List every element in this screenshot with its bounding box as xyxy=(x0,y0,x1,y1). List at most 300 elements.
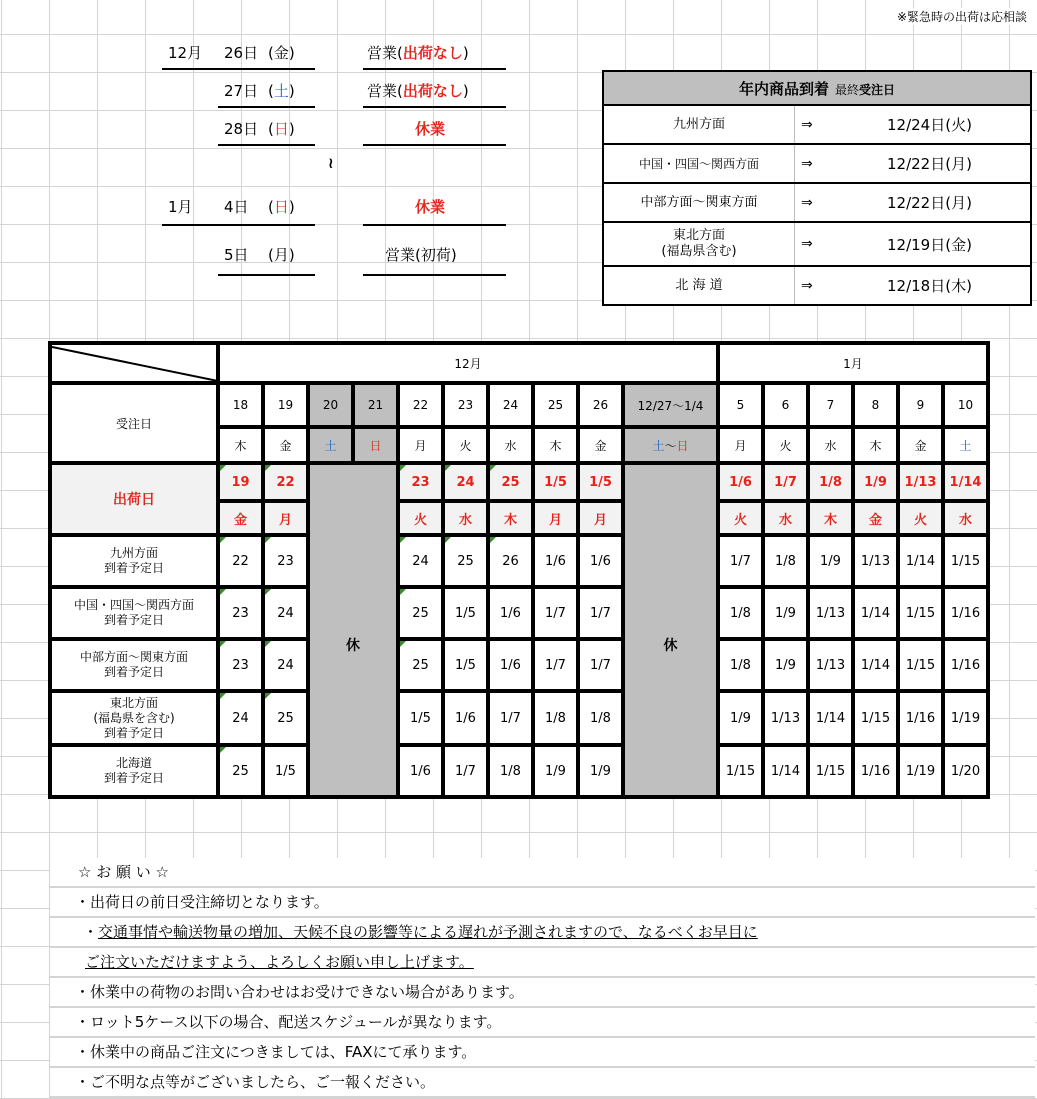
region-name: 中部方面～関東方面 xyxy=(79,650,188,664)
weekday-text: 月 xyxy=(734,438,747,453)
status-label: 営業(初荷) xyxy=(385,246,457,264)
underline xyxy=(363,224,506,226)
arrival-date: 1/16 xyxy=(860,763,891,779)
underline xyxy=(218,106,315,108)
deadline-date-text: 12/24日(火) xyxy=(887,116,972,134)
arrival-date-cell xyxy=(218,535,263,587)
order-day: 24 xyxy=(502,398,519,412)
ship-weekday: 月 xyxy=(278,512,292,528)
arrival-date-cell xyxy=(398,691,443,745)
arrival-date-cell xyxy=(808,691,853,745)
arrival-date: 1/9 xyxy=(730,710,751,726)
arrival-date-cell xyxy=(898,535,943,587)
arrival-date: 1/7 xyxy=(545,657,566,673)
deadline-date xyxy=(871,222,1031,266)
region-name-line2: (福島県含む) xyxy=(661,244,737,259)
arrival-date-cell xyxy=(943,691,988,745)
ship-date-cell xyxy=(218,463,263,501)
arrival-date: 1/16 xyxy=(950,657,981,673)
weekday-text: 土 xyxy=(959,438,972,453)
ship-weekday: 水 xyxy=(458,512,472,528)
ship-date: 1/6 xyxy=(729,474,752,490)
diagonal-line xyxy=(52,345,218,383)
arrival-date: 1/6 xyxy=(500,605,521,621)
ship-weekday-cell xyxy=(808,501,853,535)
ship-weekday: 木 xyxy=(503,512,517,528)
ship-weekday: 木 xyxy=(823,512,837,528)
order-day-cell xyxy=(218,383,263,427)
weekday-text: 金 xyxy=(914,438,927,453)
arrival-date: 1/9 xyxy=(820,553,841,569)
ship-date-cell xyxy=(533,463,578,501)
arrow-icon: ⇒ xyxy=(795,183,872,222)
ship-weekday-cell xyxy=(763,501,808,535)
arrival-date: 1/13 xyxy=(815,605,846,621)
ship-date: 24 xyxy=(456,474,475,490)
arrival-date: 1/7 xyxy=(730,553,751,569)
ship-date: 1/14 xyxy=(949,474,982,490)
order-day-cell xyxy=(398,383,443,427)
ship-weekday: 水 xyxy=(958,512,972,528)
arrival-date-cell xyxy=(578,587,623,639)
order-weekday-cell xyxy=(263,427,308,463)
arrival-date: 23 xyxy=(277,553,294,569)
order-day-cell xyxy=(263,383,308,427)
arrival-date-cell xyxy=(718,639,763,691)
arrival-date-cell xyxy=(853,587,898,639)
arrival-date-cell xyxy=(763,639,808,691)
order-weekday-cell xyxy=(898,427,943,463)
arrival-date: 1/8 xyxy=(590,710,611,726)
order-weekday-cell xyxy=(718,427,763,463)
ship-date: 1/13 xyxy=(904,474,937,490)
order-day: 12/27～1/4 xyxy=(637,398,704,413)
arrival-date: 1/15 xyxy=(950,553,981,569)
arrival-date-cell xyxy=(943,587,988,639)
arrival-date: 25 xyxy=(412,657,429,673)
region-label xyxy=(50,745,218,797)
arrival-date: 25 xyxy=(232,763,249,779)
deadline-date xyxy=(871,144,1031,183)
ship-date-row xyxy=(50,463,988,501)
weekday-text: 金 xyxy=(279,438,292,453)
region-name-line1: 東北方面 xyxy=(672,228,725,243)
region-label xyxy=(50,639,218,691)
arrival-date: 22 xyxy=(232,553,249,569)
emergency-shipping-note: ※緊急時の出荷は応相談 xyxy=(896,10,1027,24)
underline xyxy=(218,274,315,276)
arrival-date-cell xyxy=(533,691,578,745)
deadline-subtitle-bold: 受注日 xyxy=(859,82,896,97)
arrival-date: 1/8 xyxy=(730,657,751,673)
arrival-date: 1/6 xyxy=(590,553,611,569)
arrival-date-cell xyxy=(763,535,808,587)
weekday-text: 木 xyxy=(869,438,882,453)
note-line: ・休業中の商品ご注文につきましては、FAXにて承ります。 xyxy=(50,1038,1035,1068)
ship-date-cell xyxy=(398,463,443,501)
ship-date-label xyxy=(50,463,218,535)
month-header-january xyxy=(718,343,988,383)
order-day: 5 xyxy=(736,398,745,412)
note-line xyxy=(50,918,1035,948)
region-name: 九州方面 xyxy=(109,546,158,560)
ship-date: 19 xyxy=(231,474,250,490)
arrival-date: 1/16 xyxy=(950,605,981,621)
ship-weekday-cell xyxy=(943,501,988,535)
order-day: 10 xyxy=(957,398,974,412)
arrival-date-cell xyxy=(853,639,898,691)
arrival-date: 1/6 xyxy=(455,710,476,726)
note-line: ・休業中の荷物のお問い合わせはお受けできない場合があります。 xyxy=(50,978,1035,1008)
arrival-date-cell xyxy=(718,691,763,745)
closed-block xyxy=(623,463,718,797)
arrival-date-cell xyxy=(263,639,308,691)
arrival-date-cell xyxy=(898,745,943,797)
arrival-date: 1/14 xyxy=(860,657,891,673)
order-day: 7 xyxy=(826,398,835,412)
order-day-row xyxy=(50,383,988,427)
weekday-text: 日 xyxy=(273,120,289,138)
note-text: 交通事情や輸送物量の増加、天候不良の影響等による遅れが予測されますので、なるべくお早目に xyxy=(98,923,758,941)
ship-date: 22 xyxy=(276,474,295,490)
arrival-date-cell xyxy=(853,535,898,587)
ship-date: 25 xyxy=(501,474,520,490)
region-label xyxy=(50,535,218,587)
order-weekday-cell xyxy=(398,427,443,463)
arrival-date: 1/8 xyxy=(545,710,566,726)
arrival-date-cell xyxy=(898,587,943,639)
ship-weekday-cell xyxy=(263,501,308,535)
underline xyxy=(218,144,315,146)
ship-date: 1/5 xyxy=(589,474,612,490)
arrival-date: 1/6 xyxy=(545,553,566,569)
order-day-cell xyxy=(533,383,578,427)
order-day-cell xyxy=(353,383,398,427)
arrival-date: 25 xyxy=(412,605,429,621)
arrival-date-cell xyxy=(943,639,988,691)
ship-date-cell xyxy=(808,463,853,501)
arrival-date-cell xyxy=(443,587,488,639)
arrival-date-cell xyxy=(443,745,488,797)
status-highlight: 出荷なし xyxy=(402,44,463,62)
deadline-date xyxy=(871,266,1031,305)
region-suffix: 到着予定日 xyxy=(103,561,164,575)
deadline-date-text: 12/22日(月) xyxy=(887,155,972,173)
ship-date-cell xyxy=(263,463,308,501)
order-weekday-cell xyxy=(218,427,263,463)
arrival-date-cell xyxy=(853,691,898,745)
month-header-row xyxy=(50,343,988,383)
arrival-date: 1/16 xyxy=(905,710,936,726)
ship-weekday: 金 xyxy=(233,512,247,528)
region-name: 中国・四国～関西方面 xyxy=(603,144,795,183)
arrival-date: 1/9 xyxy=(545,763,566,779)
day-label: 5日 xyxy=(224,246,249,264)
day-label: 26日 xyxy=(224,44,259,62)
arrival-date: 1/8 xyxy=(500,763,521,779)
arrival-date: 1/5 xyxy=(455,605,476,621)
arrival-date: 1/15 xyxy=(815,763,846,779)
order-day-cell xyxy=(488,383,533,427)
ship-weekday: 火 xyxy=(733,512,747,528)
order-day: 18 xyxy=(232,398,249,412)
notes-section xyxy=(50,858,1035,1098)
weekday-label: (土) xyxy=(268,82,295,100)
day-label: 27日 xyxy=(224,82,259,100)
arrival-date: 1/13 xyxy=(815,657,846,673)
region-name: 九州方面 xyxy=(603,105,795,144)
notes-title: ☆ お 願 い ☆ xyxy=(50,858,1035,888)
arrival-date-cell xyxy=(718,745,763,797)
deadline-title: 年内商品到着 xyxy=(738,79,829,98)
arrival-date-cell xyxy=(853,745,898,797)
weekday-text: 日 xyxy=(676,438,689,453)
weekday-text: 日 xyxy=(369,438,382,453)
order-weekday-cell xyxy=(443,427,488,463)
ship-weekday-cell xyxy=(718,501,763,535)
arrival-date: 1/15 xyxy=(905,657,936,673)
arrow-icon: ⇒ xyxy=(795,105,872,144)
arrival-date: 24 xyxy=(277,605,294,621)
arrival-date: 25 xyxy=(457,553,474,569)
weekday-label: (日) xyxy=(268,198,295,216)
arrival-date: 24 xyxy=(277,657,294,673)
arrival-date: 1/7 xyxy=(590,657,611,673)
range-separator-icon: ≀ xyxy=(328,154,334,172)
deadline-date xyxy=(871,183,1031,222)
arrival-date: 23 xyxy=(232,657,249,673)
order-day-cell xyxy=(443,383,488,427)
arrival-date: 24 xyxy=(232,710,249,726)
ship-weekday-cell xyxy=(533,501,578,535)
arrival-date-cell xyxy=(578,639,623,691)
arrival-date: 1/15 xyxy=(725,763,756,779)
arrival-date: 1/7 xyxy=(590,605,611,621)
order-weekday-cell xyxy=(308,427,353,463)
ship-weekday: 火 xyxy=(413,512,427,528)
arrival-date: 1/19 xyxy=(950,710,981,726)
region-row xyxy=(50,535,988,587)
day-label: 4日 xyxy=(224,198,249,216)
weekday-text: 金 xyxy=(594,438,607,453)
arrival-date: 1/8 xyxy=(775,553,796,569)
arrival-date-cell xyxy=(218,691,263,745)
arrival-date: 1/9 xyxy=(775,605,796,621)
deadline-row xyxy=(603,105,1031,144)
arrival-date: 1/8 xyxy=(730,605,751,621)
arrival-date-cell xyxy=(533,745,578,797)
month-label: 1月 xyxy=(843,356,863,371)
arrow-icon: ⇒ xyxy=(795,144,872,183)
arrival-date: 1/9 xyxy=(775,657,796,673)
arrival-date: 23 xyxy=(232,605,249,621)
order-day-cell xyxy=(898,383,943,427)
region-name: 東北方面 xyxy=(109,695,158,710)
ship-weekday-cell xyxy=(853,501,898,535)
arrival-date-cell xyxy=(398,587,443,639)
arrival-date: 24 xyxy=(412,553,429,569)
arrival-date-cell xyxy=(533,535,578,587)
order-day: 6 xyxy=(781,398,790,412)
arrival-date-cell xyxy=(218,745,263,797)
deadline-subtitle: 最終 xyxy=(834,82,859,97)
shipping-schedule-table xyxy=(48,341,990,799)
month-label: 12月 xyxy=(454,356,482,371)
arrival-date: 1/19 xyxy=(905,763,936,779)
arrival-date: 1/5 xyxy=(410,710,431,726)
order-day: 22 xyxy=(412,398,429,412)
underline xyxy=(162,68,315,70)
region-name: 北海道 xyxy=(115,756,152,770)
arrival-date-cell xyxy=(898,691,943,745)
underline xyxy=(363,274,506,276)
order-day-cell xyxy=(943,383,988,427)
region-row xyxy=(50,639,988,691)
ship-date: 1/9 xyxy=(864,474,887,490)
ship-weekday-cell xyxy=(218,501,263,535)
ship-date: 1/7 xyxy=(774,474,797,490)
region-name: 中部方面～関東方面 xyxy=(603,183,795,222)
region-row xyxy=(50,745,988,797)
ship-date-cell xyxy=(763,463,808,501)
closed-label: 休 xyxy=(663,638,678,654)
ship-date-cell xyxy=(488,463,533,501)
deadline-row xyxy=(603,183,1031,222)
ship-weekday: 月 xyxy=(548,512,562,528)
arrival-date-cell xyxy=(488,587,533,639)
note-bullet: ・ xyxy=(83,923,99,941)
note-text: ご注文いただけますよう、よろしくお願い申し上げます。 xyxy=(85,953,474,971)
arrival-date: 1/14 xyxy=(860,605,891,621)
arrival-date: 1/14 xyxy=(905,553,936,569)
order-day: 9 xyxy=(916,398,925,412)
arrival-date: 1/5 xyxy=(455,657,476,673)
arrival-date: 1/6 xyxy=(500,657,521,673)
deadline-date xyxy=(871,105,1031,144)
arrival-date-cell xyxy=(943,745,988,797)
region-label xyxy=(50,587,218,639)
order-weekday-cell xyxy=(578,427,623,463)
underline xyxy=(162,224,315,226)
arrow-icon: ⇒ xyxy=(795,222,872,266)
arrival-date-cell xyxy=(578,535,623,587)
ship-weekday-cell xyxy=(578,501,623,535)
arrival-date: 1/5 xyxy=(275,763,296,779)
region-suffix: 到着予定日 xyxy=(103,725,164,740)
underline xyxy=(363,144,506,146)
arrival-date-cell xyxy=(263,587,308,639)
ship-date: 1/5 xyxy=(544,474,567,490)
order-weekday-cell xyxy=(808,427,853,463)
order-day: 21 xyxy=(367,398,384,412)
region-name-line2: (福島県を含む) xyxy=(93,710,175,725)
order-day-cell xyxy=(718,383,763,427)
year-end-deadline-table xyxy=(602,70,1032,306)
arrival-date: 1/20 xyxy=(950,763,981,779)
status-prefix: 営業( xyxy=(367,44,403,62)
order-day-cell xyxy=(808,383,853,427)
region-row xyxy=(50,587,988,639)
weekday-text: 土 xyxy=(273,82,289,100)
ship-date: 1/8 xyxy=(819,474,842,490)
arrival-date: 1/15 xyxy=(905,605,936,621)
deadline-date-text: 12/19日(金) xyxy=(887,235,972,254)
arrival-date: 1/13 xyxy=(770,710,801,726)
deadline-date-text: 12/18日(木) xyxy=(887,277,972,295)
region-suffix: 到着予定日 xyxy=(103,771,164,785)
order-day: 25 xyxy=(547,398,564,412)
ship-date: 23 xyxy=(411,474,430,490)
ship-weekday-cell xyxy=(898,501,943,535)
region-name: 中国・四国～関西方面 xyxy=(73,598,194,612)
status-label: 休業 xyxy=(415,198,446,216)
arrival-date-cell xyxy=(398,639,443,691)
underline xyxy=(363,106,506,108)
arrival-date-cell xyxy=(218,639,263,691)
month-header-december xyxy=(218,343,718,383)
note-line: ・ご不明な点等がございましたら、ご一報ください。 xyxy=(50,1068,1035,1098)
day-label: 28日 xyxy=(224,120,259,138)
weekday-text: 水 xyxy=(504,438,517,453)
arrival-date-cell xyxy=(578,691,623,745)
status-suffix: ) xyxy=(462,44,469,62)
arrival-date-cell xyxy=(718,587,763,639)
arrival-date-cell xyxy=(808,745,853,797)
arrival-date: 25 xyxy=(277,710,294,726)
weekday-text: 土 xyxy=(324,438,337,453)
ship-weekday: 月 xyxy=(593,512,607,528)
weekday-text: 土 xyxy=(652,438,665,453)
month-label: 1月 xyxy=(168,198,193,216)
weekday-text: 火 xyxy=(779,438,792,453)
deadline-header xyxy=(603,71,1031,105)
arrival-date: 1/7 xyxy=(500,710,521,726)
note-line xyxy=(50,948,1035,978)
weekday-text: 木 xyxy=(234,438,247,453)
arrival-date-cell xyxy=(943,535,988,587)
order-day-cell xyxy=(763,383,808,427)
arrival-date-cell xyxy=(718,535,763,587)
status-label xyxy=(367,80,469,101)
order-day-cell xyxy=(578,383,623,427)
arrival-date-cell xyxy=(488,535,533,587)
deadline-row xyxy=(603,266,1031,305)
status-suffix: ) xyxy=(462,82,469,100)
arrival-date-cell xyxy=(443,535,488,587)
status-label xyxy=(367,42,469,63)
deadline-row xyxy=(603,222,1031,266)
arrival-date-cell xyxy=(443,639,488,691)
arrival-date: 1/14 xyxy=(770,763,801,779)
ship-weekday-cell xyxy=(443,501,488,535)
ship-date-cell xyxy=(898,463,943,501)
weekday-sep: ～ xyxy=(664,438,677,453)
arrival-date-cell xyxy=(263,691,308,745)
weekday-text: 月 xyxy=(414,438,427,453)
arrow-icon: ⇒ xyxy=(795,266,872,305)
deadline-row xyxy=(603,144,1031,183)
order-day-cell xyxy=(853,383,898,427)
region-row xyxy=(50,691,988,745)
region-suffix: 到着予定日 xyxy=(103,613,164,627)
deadline-date-text: 12/22日(月) xyxy=(887,194,972,212)
arrival-date: 1/13 xyxy=(860,553,891,569)
status-highlight: 出荷なし xyxy=(402,82,463,100)
corner-diagonal-cell xyxy=(50,343,218,383)
arrival-date: 26 xyxy=(502,553,519,569)
order-day-cell xyxy=(623,383,718,427)
order-weekday-cell xyxy=(763,427,808,463)
